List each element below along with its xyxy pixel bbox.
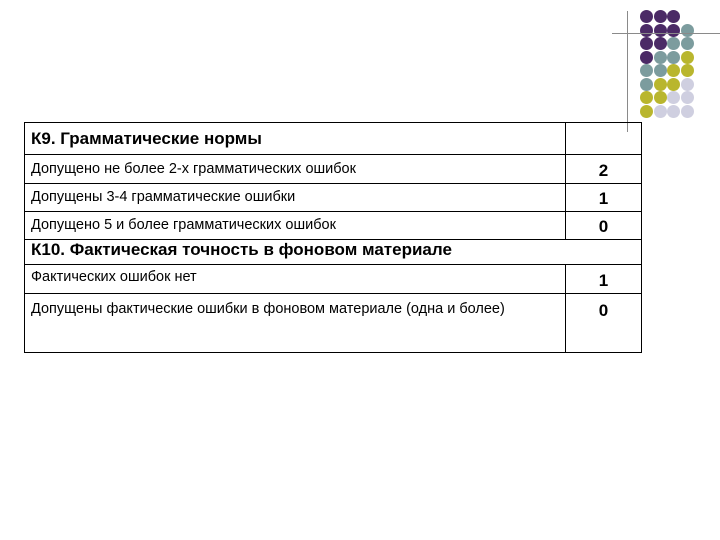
- decorative-dot: [667, 37, 680, 50]
- criterion-label: Допущено 5 и более грамматических ошибок: [25, 212, 566, 240]
- table-row: [25, 155, 642, 184]
- decorative-dot: [640, 91, 653, 104]
- decorative-dot: [640, 10, 653, 23]
- decorative-dot: [654, 37, 667, 50]
- decorative-dot: [640, 37, 653, 50]
- decorative-dot: [681, 24, 694, 37]
- table-row: [25, 294, 642, 353]
- criterion-label: Допущены 3-4 грамматические ошибки: [25, 184, 566, 212]
- decorative-dot: [654, 24, 667, 37]
- decorative-dot: [640, 24, 653, 37]
- criterion-points: 0: [566, 294, 642, 353]
- decorative-dot-grid: [640, 10, 720, 114]
- decorative-dot: [654, 10, 667, 23]
- table-row: [25, 265, 642, 294]
- points-header-cell: [566, 123, 642, 155]
- decorative-dot: [667, 105, 680, 118]
- decorative-dot: [667, 78, 680, 91]
- decorative-dot: [640, 51, 653, 64]
- decorative-dot: [667, 64, 680, 77]
- section-header-k9: [25, 123, 642, 155]
- decorative-dot: [681, 78, 694, 91]
- criterion-points: 0: [566, 212, 642, 240]
- decorative-dot: [681, 105, 694, 118]
- criterion-points: 2: [566, 155, 642, 184]
- decorative-dot: [681, 91, 694, 104]
- decorative-dot: [640, 64, 653, 77]
- section-title: К10. Фактическая точность в фоновом материале: [25, 240, 642, 265]
- table-row: [25, 212, 642, 240]
- criteria-table: [24, 122, 642, 353]
- decorative-horizontal-line: [612, 33, 720, 34]
- decorative-dot: [667, 51, 680, 64]
- criterion-points: 1: [566, 265, 642, 294]
- criterion-label: Допущены фактические ошибки в фоновом материале (одна и более): [25, 294, 566, 353]
- decorative-vertical-line: [627, 11, 628, 132]
- decorative-dot: [654, 64, 667, 77]
- criterion-points: 1: [566, 184, 642, 212]
- decorative-dot: [654, 51, 667, 64]
- decorative-dot: [654, 91, 667, 104]
- decorative-dot: [667, 91, 680, 104]
- decorative-dot: [667, 24, 680, 37]
- criterion-label: Допущено не более 2-х грамматических ошибок: [25, 155, 566, 184]
- table-row: [25, 184, 642, 212]
- decorative-dot: [640, 105, 653, 118]
- decorative-dot: [667, 10, 680, 23]
- decorative-dot: [681, 51, 694, 64]
- decorative-dot: [640, 78, 653, 91]
- decorative-dot: [654, 105, 667, 118]
- criterion-label: Фактических ошибок нет: [25, 265, 566, 294]
- decorative-dot: [654, 78, 667, 91]
- section-title: К9. Грамматические нормы: [25, 123, 566, 155]
- section-header-k10: [25, 240, 642, 265]
- decorative-dot: [681, 37, 694, 50]
- decorative-dot: [681, 64, 694, 77]
